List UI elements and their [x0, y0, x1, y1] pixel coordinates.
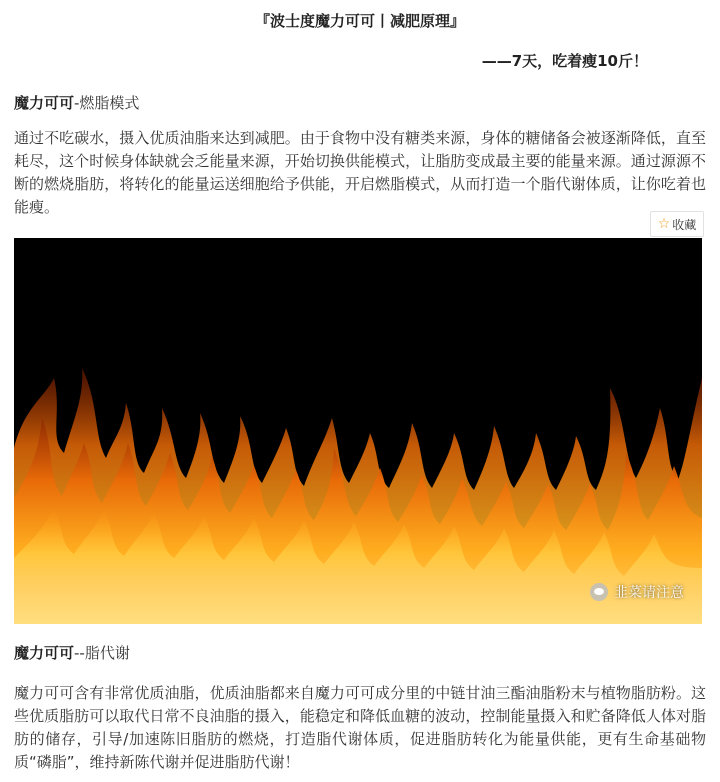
- article-subtitle: ——7天，吃着瘦10斤！: [481, 52, 648, 70]
- section-brand: 魔力可可: [14, 94, 75, 112]
- section-heading-metabolism: [14, 642, 130, 663]
- favorite-button[interactable]: [650, 211, 704, 237]
- section-paragraph-burn: 通过不吃碳水，摄入优质油脂来达到减肥。由于食物中没有糖类来源，身体的糖储备会被逐渐降低，直至耗尽，这个时候身体缺就会乏能量来源，开始切换供能模式，让脂肪变成最主要的能量来源。通过源源不断的燃烧脂肪，将转化的能量运送细胞给予供能，开启燃脂模式，从而打造一个脂代谢体质，让你吃着也能瘦。: [14, 129, 706, 216]
- star-icon: ☆: [657, 216, 671, 232]
- section-suffix: -燃脂模式: [74, 94, 140, 112]
- fire-image: [14, 238, 702, 624]
- section-heading-burn: [14, 92, 139, 113]
- wechat-icon: [590, 583, 608, 601]
- article-title: 『波士度魔力可可丨减肥原理』: [254, 12, 465, 30]
- fire-illustration: [14, 238, 702, 624]
- section-suffix: --脂代谢: [74, 644, 130, 662]
- watermark-text: 韭菜请注意: [614, 585, 684, 601]
- favorite-label: 收藏: [672, 217, 697, 232]
- wechat-watermark: [590, 582, 684, 602]
- section-paragraph-metabolism: 魔力可可含有非常优质油脂，优质油脂都来自魔力可可成分里的中链甘油三酯油脂粉末与植物脂肪粉。这些优质脂肪可以取代日常不良油脂的摄入，能稳定和降低血糖的波动，控制能量摄入和贮备降低人体对脂肪的储存，引导/加速陈旧脂肪的燃烧，打造脂代谢体质，促进脂肪转化为能量供能，更有生命基础物质“磷脂”，维持新陈代谢并促进脂肪代谢！: [14, 684, 706, 771]
- section-brand: 魔力可可: [14, 644, 75, 662]
